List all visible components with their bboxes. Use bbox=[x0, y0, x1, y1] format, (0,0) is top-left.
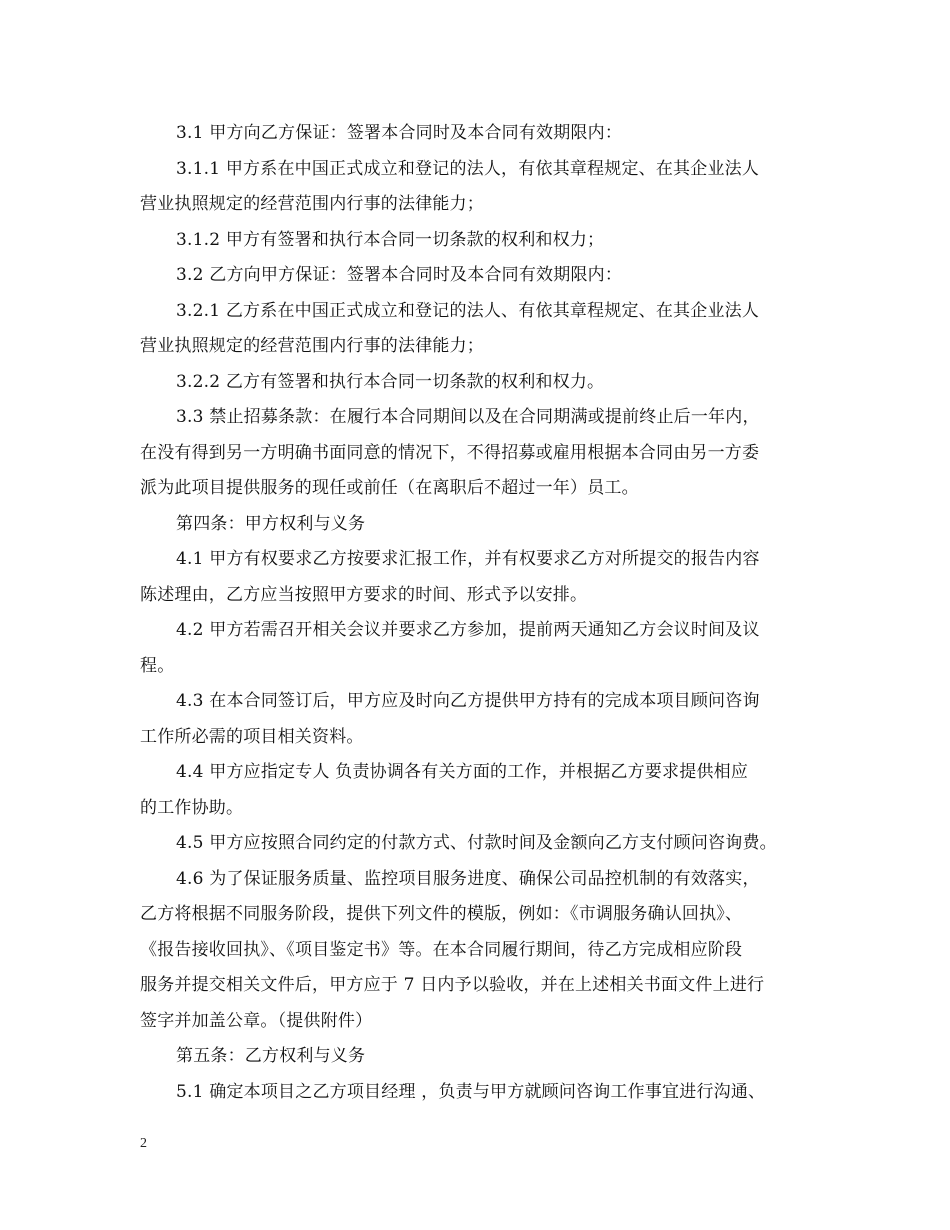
clause-4-2-cont: 程。 bbox=[140, 655, 175, 676]
page-number: 2 bbox=[140, 1136, 147, 1151]
clause-4-1-cont: 陈述理由，乙方应当按照甲方要求的时间、形式予以安排。 bbox=[140, 584, 588, 605]
clause-3-2-2: 3.2.2 乙方有签署和执行本合同一切条款的权利和权力。 bbox=[176, 371, 605, 392]
section-heading-4: 第四条：甲方权利与义务 bbox=[176, 513, 366, 534]
clause-3-1-1: 3.1.1 甲方系在中国正式成立和登记的法人，有依其章程规定、在其企业法人 bbox=[176, 158, 760, 179]
clause-4-6-cont-4: 签字并加盖公章。（提供附件） bbox=[140, 1010, 373, 1031]
document-body bbox=[140, 116, 830, 1110]
clause-3-2-1: 3.2.1 乙方系在中国正式成立和登记的法人、有依其章程规定、在其企业法人 bbox=[176, 300, 760, 321]
clause-4-6: 4.6 为了保证服务质量、监控项目服务进度、确保公司品控机制的有效落实， bbox=[176, 868, 760, 889]
clause-3-3-cont-2: 派为此项目提供服务的现任或前任（在离职后不超过一年）员工。 bbox=[140, 478, 639, 498]
clause-3-3-cont-1: 在没有得到另一方明确书面同意的情况下，不得招募或雇用根据本合同由另一方委 bbox=[140, 442, 760, 463]
clause-4-6-cont-3: 服务并提交相关文件后，甲方应于 7 日内予以验收，并在上述相关书面文件上进行 bbox=[140, 975, 765, 995]
clause-3-1: 3.1 甲方向乙方保证：签署本合同时及本合同有效期限内： bbox=[176, 123, 623, 143]
clause-4-4: 4.4 甲方应指定专人 负责协调各有关方面的工作，并根据乙方要求提供相应 bbox=[176, 762, 749, 782]
clause-4-5: 4.5 甲方应按照合同约定的付款方式、付款时间及金额向乙方支付顾问咨询费。 bbox=[176, 833, 777, 853]
clause-4-2: 4.2 甲方若需召开相关会议并要求乙方参加，提前两天通知乙方会议时间及议 bbox=[176, 620, 760, 640]
clause-4-3: 4.3 在本合同签订后，甲方应及时向乙方提供甲方持有的完成本项目顾问咨询 bbox=[176, 691, 760, 711]
clause-5-1: 5.1 确定本项目之乙方项目经理 ，负责与甲方就顾问咨询工作事宜进行沟通、 bbox=[176, 1081, 766, 1102]
clause-3-2: 3.2 乙方向甲方保证：签署本合同时及本合同有效期限内： bbox=[176, 265, 623, 285]
section-heading-5: 第五条：乙方权利与义务 bbox=[176, 1046, 366, 1066]
clause-4-4-cont: 的工作协助。 bbox=[140, 797, 244, 818]
clause-3-2-1-cont: 营业执照规定的经营范围内行事的法律能力； bbox=[140, 336, 484, 356]
clause-4-3-cont: 工作所必需的项目相关资料。 bbox=[140, 726, 364, 747]
clause-4-6-cont-1: 乙方将根据不同服务阶段，提供下列文件的模版，例如：《市调服务确认回执》、 bbox=[140, 904, 743, 924]
clause-4-1: 4.1 甲方有权要求乙方按要求汇报工作，并有权要求乙方对所提交的报告内容 bbox=[176, 549, 760, 569]
clause-3-3: 3.3 禁止招募条款：在履行本合同期间以及在合同期满或提前终止后一年内， bbox=[176, 407, 760, 427]
clause-3-1-1-cont: 营业执照规定的经营范围内行事的法律能力； bbox=[140, 194, 484, 214]
clause-4-6-cont-2: 《报告接收回执》、《项目鉴定书》等。在本合同履行期间，待乙方完成相应阶段 bbox=[140, 939, 743, 960]
clause-3-1-2: 3.1.2 甲方有签署和执行本合同一切条款的权利和权力； bbox=[176, 229, 605, 250]
